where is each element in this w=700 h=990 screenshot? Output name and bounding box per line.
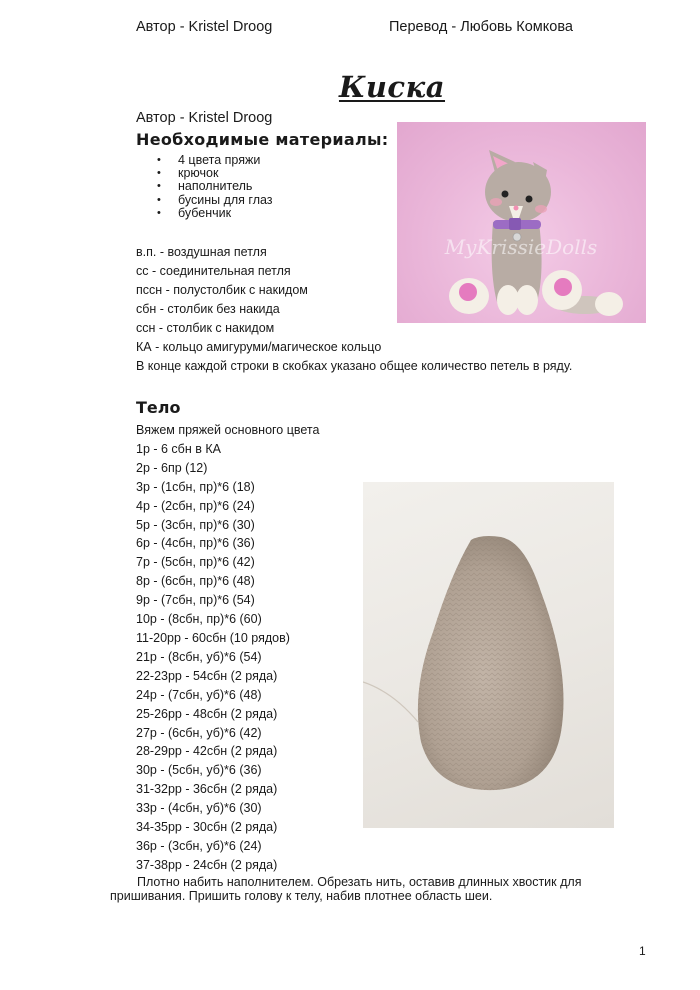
closing-instructions [110,876,600,903]
instruction-row: 8р - (6сбн, пр)*6 (48) [136,574,255,589]
material-label: бубенчик [178,205,232,220]
crocheted-body-photo [363,482,614,828]
instruction-row: 27р - (6сбн, уб)*6 (42) [136,725,262,740]
material-label: 4 цвета пряжи [178,153,261,167]
stitch-texture [418,536,564,790]
cat-illustration [397,122,646,323]
bullet-icon: • [157,193,161,206]
instruction-row: 9р - (7сбн, пр)*6 (54) [136,593,255,608]
instruction-row: 11-20рр - 60сбн (10 рядов) [136,630,290,645]
abbreviation-line: ссн - столбик с накидом [136,321,275,335]
abbreviation-line: пссн - полустолбик с накидом [136,283,308,297]
cat-front-paw-right [516,285,538,315]
instruction-row: 4р - (2сбн, пр)*6 (24) [136,498,255,513]
page-number: 1 [639,944,646,958]
cat-cheek-right [535,205,547,213]
paw-pad-icon [554,278,572,296]
cat-photo [397,122,646,323]
instruction-row: 37-38рр - 24сбн (2 ряда) [136,857,278,872]
instruction-row: 28-29рр - 42сбн (2 ряда) [136,744,278,759]
section-heading-body: Тело [136,398,181,417]
instruction-row: 7р - (5сбн, пр)*6 (42) [136,555,255,570]
abbreviation-line: КА - кольцо амигуруми/магическое кольцо [136,340,382,354]
header-translator: Перевод - Любовь Комкова [389,19,573,35]
bullet-icon: • [157,206,161,219]
instruction-intro: Вяжем пряжей основного цвета [136,423,320,437]
cat-nose [514,206,519,211]
body-instructions [136,421,319,875]
abbreviation-line: сбн - столбик без накида [136,302,280,316]
yarn-tail [363,682,418,722]
instruction-row: 3р - (1сбн, пр)*6 (18) [136,479,255,494]
instruction-row: 25-26рр - 48сбн (2 ряда) [136,706,278,721]
instruction-row: 22-23рр - 54сбн (2 ряда) [136,668,278,683]
cat-eye-right [526,196,533,203]
materials-heading: Необходимые материалы: [136,130,389,149]
page-title: Киска [338,70,446,104]
photo-watermark: MyKrissieDolls [444,235,598,259]
abbreviation-line: в.п. - воздушная петля [136,245,267,259]
instruction-row: 10р - (8сбн, пр)*6 (60) [136,612,262,627]
bullet-icon: • [157,154,161,166]
author-line: Автор - Kristel Droog [136,110,273,126]
closing-paragraph: Плотно набить наполнителем. Обрезать нить, оставив длинных хвостик для пришивания. Пришить голову к телу, набив плотнее область шеи. [110,875,582,903]
collar-buckle [509,218,521,230]
instruction-row: 1р - 6 сбн в КА [136,441,221,456]
abbreviation-line: сс - соединительная петля [136,264,291,278]
list-item [157,207,273,220]
instruction-row: 30р - (5сбн, уб)*6 (36) [136,763,262,778]
instruction-row: 24р - (7сбн, уб)*6 (48) [136,687,262,702]
bullet-icon: • [157,180,161,193]
cat-tail-tip [595,292,623,316]
instruction-row: 31-32рр - 36сбн (2 ряда) [136,782,278,797]
material-label: бусины для глаз [178,192,273,207]
header-author: Автор - Kristel Droog [136,19,273,35]
cat-cheek-left [490,198,502,206]
instruction-row: 21р - (8сбн, уб)*6 (54) [136,649,262,664]
crochet-body-illustration [363,482,614,828]
instruction-row: 6р - (4сбн, пр)*6 (36) [136,536,255,551]
material-label: крючок [178,166,219,181]
instruction-row: 2р - 6пр (12) [136,460,208,475]
cat-front-paw-left [497,285,519,315]
instruction-row: 36р - (3сбн, уб)*6 (24) [136,838,262,853]
instruction-row: 5р - (3сбн, пр)*6 (30) [136,517,255,532]
instruction-row: 33р - (4сбн, уб)*6 (30) [136,801,262,816]
paw-pad-icon [459,283,477,301]
stitch-count-note: В конце каждой строки в скобках указано общее количество петель в ряду. [136,359,573,373]
instruction-row: 34-35рр - 30сбн (2 ряда) [136,820,278,835]
material-label: наполнитель [178,179,253,194]
bullet-icon: • [157,167,161,180]
materials-list [157,154,273,220]
cat-eye-left [502,191,509,198]
